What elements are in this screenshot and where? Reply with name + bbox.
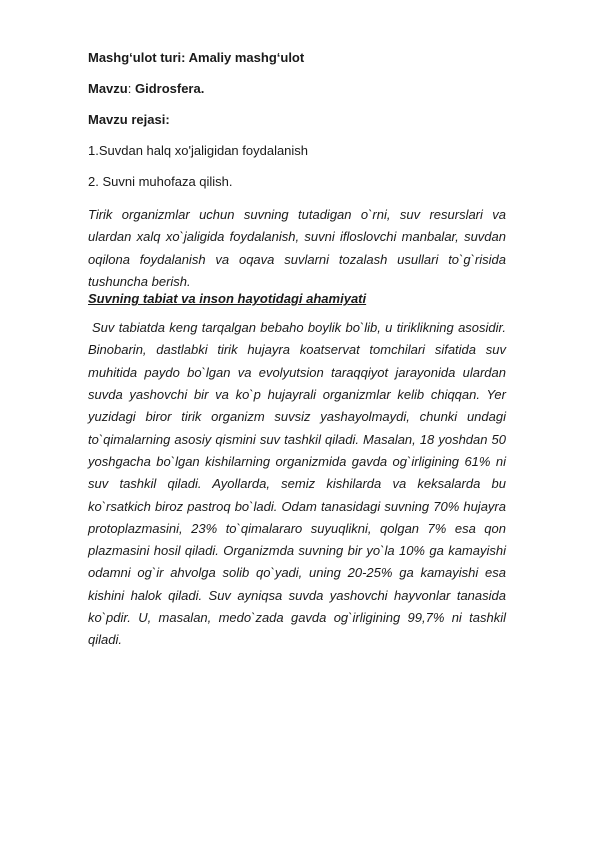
section-title: Suvning tabiat va inson hayotidagi ahamiyati: [88, 291, 367, 307]
topic-label: Mavzu: [88, 81, 128, 96]
topic-separator: :: [127, 81, 135, 96]
plan-item: 1.Suvdan halq xo'jaligidan foydalanish: [88, 143, 309, 158]
lesson-type-heading: Mashg‘ulot turi: Amaliy mashg‘ulot: [88, 50, 305, 65]
plan-heading: Mavzu rejasi:: [88, 112, 170, 127]
topic-heading: [88, 81, 506, 97]
document-page: [88, 50, 506, 652]
section-body: Suv tabiatda keng tarqalgan bebaho boylik bo`lib, u tiriklikning asosidir. Binobarin, dastlabki tirik hujayra koatservat tomchilari sifatida suv muhitida paydo bo`lgan va evolyutsion taraqqiyot jarayonida ulardan suvda yashovchi bir va ko`p hujayrali organizmlar kelib chiqqan. Yer yuzidagi biror tirik organizm suvsiz yashayolmaydi, chunki undagi to`qimalarning asosiy qismini suv tashkil qiladi. Masalan, 18 yoshdan 50 yoshgacha bo`lgan kishilarning organizmida gavda og`irligining 61% ni suv tashkil qiladi. Ayollarda, semiz kishilarda va keksalarda bu ko`rsatkich biroz pastroq bo`ladi. Odam tanasidagi suvning 70% hujayra protoplazmasini, 23% to`qimalararo suyuqlikni, qolgan 7% esa qon plazmasini hosil qiladi. Organizmda suvning bir yo`la 10% ga kamayishi odamni og`ir ahvolga solib qo`yadi, uning 20-25% ga kamayishi esa kishini halok qiladi. Suv ayniqsa suvda yashovchi hayvonlar tanasida ko`pdir. U, masalan, medo`zada gavda og`irligining 99,7% ni tashkil qiladi.: [88, 320, 506, 648]
intro-paragraph: Tirik organizmlar uchun suvning tutadigan o`rni, suv resurslari va ulardan xalq xo`jaligida foydalanish, suvni ifloslovchi manbalar, suvdan oqilona foydalanish va oqava suvlarni tozalash usullari to`g`risida tushuncha berish.: [88, 207, 506, 289]
topic-value: Gidrosfera.: [134, 81, 205, 96]
plan-item: 2. Suvni muhofaza qilish.: [88, 174, 233, 189]
